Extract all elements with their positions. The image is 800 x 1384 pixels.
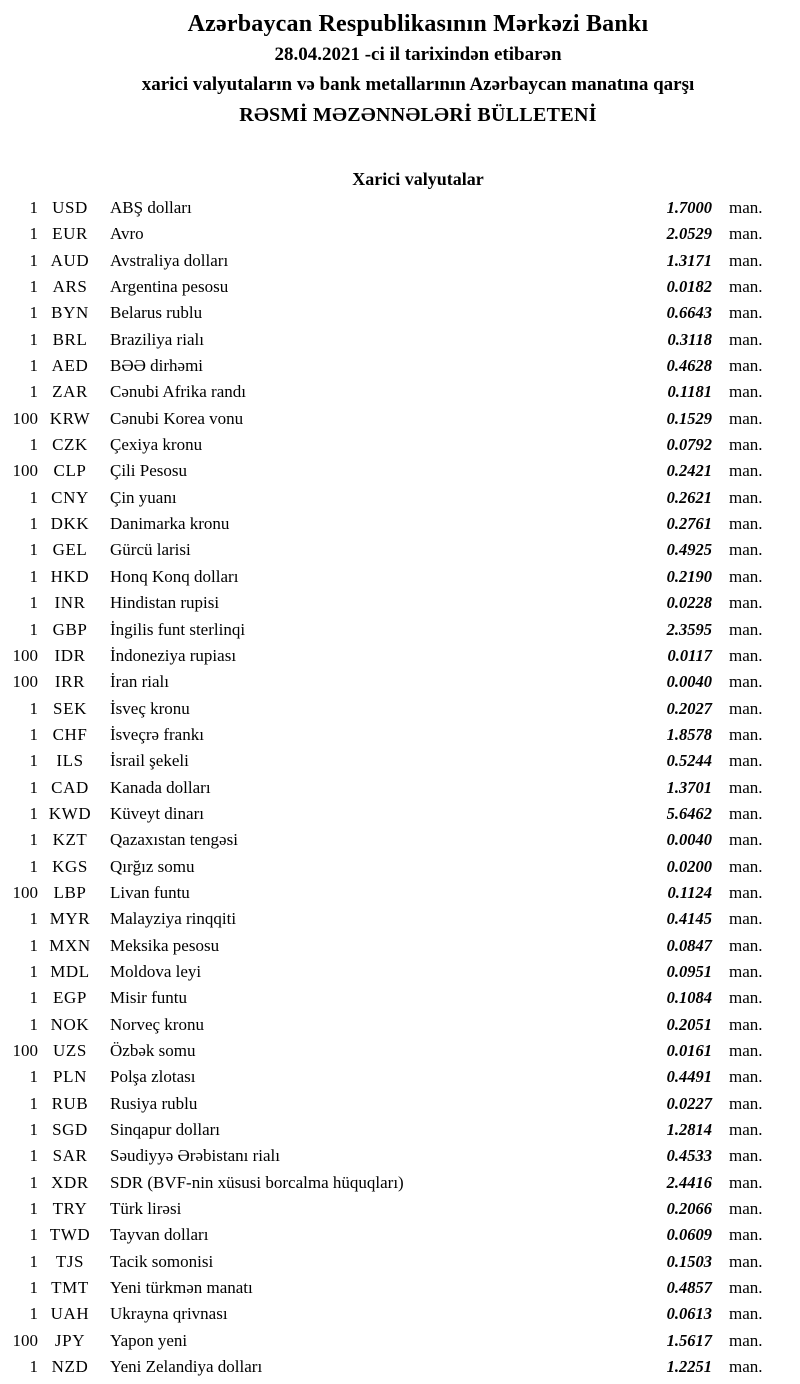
- currency-name: SDR (BVF-nin xüsusi borcalma hüquqları): [110, 1172, 404, 1192]
- quantity: 1: [29, 803, 38, 823]
- currency-code: IRR: [54, 672, 86, 692]
- rate-value: 0.0613: [666, 1304, 712, 1324]
- currency-name: Avro: [110, 224, 144, 244]
- unit-label: man.: [729, 382, 763, 402]
- currency-code: USD: [52, 198, 88, 217]
- quantity: 1: [29, 356, 38, 376]
- quantity: 100: [12, 1330, 38, 1350]
- currency-name: Cənubi Afrika randı: [110, 382, 246, 402]
- rate-row: [0, 432, 800, 458]
- unit-label: man.: [729, 988, 763, 1008]
- rate-value: 0.0951: [666, 961, 712, 981]
- rate-value: 0.0161: [666, 1041, 712, 1060]
- rate-value: 1.2251: [666, 1357, 712, 1377]
- currency-name: Tacik somonisi: [110, 1251, 214, 1271]
- unit-label: man.: [729, 408, 763, 428]
- currency-code: NOK: [50, 1014, 90, 1034]
- quantity: 1: [29, 540, 38, 560]
- rate-row: [0, 1328, 800, 1354]
- quantity: 1: [29, 961, 38, 981]
- rate-value: 0.1124: [667, 882, 712, 902]
- rate-value: 1.7000: [666, 198, 712, 217]
- rate-row: [0, 696, 800, 722]
- rate-row: [0, 590, 800, 616]
- quantity: 1: [29, 856, 38, 876]
- rate-value: 1.5617: [666, 1330, 712, 1350]
- rate-value: 0.0182: [666, 277, 712, 297]
- rate-row: [0, 933, 800, 959]
- currency-name: Livan funtu: [110, 882, 190, 902]
- quantity: 1: [29, 698, 38, 718]
- rate-row: [0, 1117, 800, 1143]
- rate-value: 0.2761: [666, 514, 712, 534]
- subtitle-line: xarici valyutaların və bank metallarının Azərbaycan manatına qarşı: [141, 74, 695, 95]
- unit-label: man.: [729, 593, 763, 613]
- quantity: 1: [29, 250, 38, 270]
- rate-value: 0.2027: [666, 698, 712, 718]
- quantity: 1: [29, 935, 38, 955]
- quantity: 1: [29, 830, 38, 850]
- unit-label: man.: [729, 1225, 763, 1245]
- rate-value: 0.4145: [666, 909, 712, 929]
- rate-value: 0.5244: [666, 751, 712, 771]
- currency-name: Meksika pesosu: [110, 935, 220, 955]
- rate-value: 0.2621: [666, 487, 712, 507]
- rate-row: [0, 1091, 800, 1117]
- unit-label: man.: [729, 882, 763, 902]
- currency-code: KGS: [52, 856, 88, 876]
- quantity: 1: [29, 1251, 38, 1271]
- rate-value: 0.0792: [666, 435, 712, 455]
- currency-code: KRW: [49, 408, 91, 428]
- unit-label: man.: [729, 830, 763, 850]
- currency-code: CHF: [52, 724, 88, 744]
- rate-row: [0, 643, 800, 669]
- currency-name: Çexiya kronu: [110, 435, 203, 455]
- quantity: 1: [29, 1225, 38, 1245]
- rate-value: 0.3118: [667, 329, 712, 349]
- rate-row: [0, 1143, 800, 1169]
- currency-code: UZS: [53, 1041, 87, 1060]
- effective-date-line: 28.04.2021 -ci il tarixindən etibarən: [274, 44, 562, 65]
- quantity: 1: [29, 619, 38, 639]
- unit-label: man.: [729, 619, 763, 639]
- currency-code: GBP: [52, 619, 88, 639]
- section-title-foreign-currencies: Xarici valyutalar: [352, 169, 484, 189]
- bank-title: Azərbaycan Respublikasının Mərkəzi Bankı: [187, 11, 649, 37]
- rate-row: [0, 1170, 800, 1196]
- currency-name: İsrail şekeli: [110, 751, 189, 771]
- currency-name: Rusiya rublu: [110, 1093, 198, 1113]
- unit-label: man.: [729, 277, 763, 297]
- rate-value: 0.0117: [667, 645, 712, 665]
- currency-name: Argentina pesosu: [110, 277, 229, 297]
- unit-label: man.: [729, 435, 763, 455]
- quantity: 1: [29, 329, 38, 349]
- unit-label: man.: [729, 856, 763, 876]
- rate-value: 0.4491: [666, 1067, 712, 1087]
- rate-value: 0.1084: [666, 988, 712, 1008]
- rate-row: [0, 1038, 800, 1064]
- unit-label: man.: [729, 303, 763, 323]
- currency-code: SEK: [53, 698, 87, 718]
- rate-row: [0, 854, 800, 880]
- currency-code: CNY: [51, 487, 89, 507]
- unit-label: man.: [729, 514, 763, 534]
- rate-row: [0, 959, 800, 985]
- rate-row: [0, 511, 800, 537]
- rate-row: [0, 564, 800, 590]
- currency-name: Avstraliya dolları: [110, 250, 229, 270]
- unit-label: man.: [729, 1357, 763, 1377]
- rate-value: 0.2051: [666, 1014, 712, 1034]
- currency-name: İngilis funt sterlinqi: [110, 619, 246, 639]
- currency-code: ILS: [56, 751, 84, 771]
- rate-row: [0, 906, 800, 932]
- rate-row: [0, 985, 800, 1011]
- quantity: 1: [29, 1120, 38, 1140]
- currency-code: MXN: [49, 935, 91, 955]
- unit-label: man.: [729, 1067, 763, 1087]
- quantity: 1: [29, 1146, 38, 1166]
- rate-value: 1.2814: [666, 1120, 712, 1140]
- currency-name: Malayziya rinqqiti: [110, 909, 237, 929]
- unit-label: man.: [729, 803, 763, 823]
- unit-label: man.: [729, 1146, 763, 1166]
- unit-label: man.: [729, 487, 763, 507]
- currency-name: İran rialı: [110, 672, 169, 692]
- rate-row: [0, 801, 800, 827]
- unit-label: man.: [729, 329, 763, 349]
- unit-label: man.: [729, 1251, 763, 1271]
- currency-name: Honq Konq dolları: [110, 566, 239, 586]
- rate-row: [0, 1222, 800, 1248]
- unit-label: man.: [729, 961, 763, 981]
- currency-name: Yeni Zelandiya dolları: [110, 1357, 263, 1377]
- unit-label: man.: [729, 1041, 763, 1060]
- rate-value: 1.8578: [666, 724, 712, 744]
- rate-row: [0, 1354, 800, 1380]
- rate-row: [0, 300, 800, 326]
- quantity: 1: [29, 751, 38, 771]
- quantity: 1: [29, 724, 38, 744]
- currency-code: EUR: [52, 224, 88, 244]
- currency-name: Sinqapur dolları: [110, 1120, 221, 1140]
- currency-code: NZD: [51, 1357, 89, 1377]
- rate-row: [0, 880, 800, 906]
- unit-label: man.: [729, 1330, 763, 1350]
- rate-value: 0.0040: [666, 830, 712, 850]
- quantity: 100: [12, 882, 38, 902]
- rate-row: [0, 327, 800, 353]
- bulletin-title: RƏSMİ MƏZƏNNƏLƏRİ BÜLLETENİ: [239, 104, 597, 126]
- rate-value: 0.1503: [666, 1251, 712, 1271]
- rate-row: [0, 1249, 800, 1275]
- rate-row: [0, 406, 800, 432]
- unit-label: man.: [729, 698, 763, 718]
- unit-label: man.: [729, 1199, 763, 1219]
- quantity: 1: [29, 1278, 38, 1298]
- rate-value: 0.4533: [666, 1146, 712, 1166]
- currency-name: Yeni türkmən manatı: [110, 1278, 253, 1298]
- unit-label: man.: [729, 909, 763, 929]
- currency-name: Braziliya rialı: [110, 329, 204, 349]
- unit-label: man.: [729, 461, 763, 481]
- rate-row: [0, 221, 800, 247]
- currency-code: SGD: [52, 1120, 88, 1140]
- rate-row: [0, 537, 800, 563]
- quantity: 100: [12, 461, 38, 481]
- currency-name: Cənubi Korea vonu: [110, 408, 244, 428]
- currency-name: İsveçrə frankı: [110, 724, 204, 744]
- unit-label: man.: [729, 935, 763, 955]
- unit-label: man.: [729, 751, 763, 771]
- currency-name: BƏƏ dirhəmi: [110, 356, 204, 376]
- currency-code: LBP: [53, 882, 87, 902]
- quantity: 1: [29, 909, 38, 929]
- currency-code: MDL: [50, 961, 90, 981]
- rate-value: 0.6643: [666, 303, 712, 323]
- unit-label: man.: [729, 356, 763, 376]
- unit-label: man.: [729, 777, 763, 797]
- rate-row: [0, 827, 800, 853]
- rate-row: [0, 1301, 800, 1327]
- currency-code: ARS: [52, 277, 88, 297]
- unit-label: man.: [729, 672, 763, 692]
- currency-name: Belarus rublu: [110, 303, 203, 323]
- quantity: 1: [29, 277, 38, 297]
- quantity: 1: [29, 1014, 38, 1034]
- unit-label: man.: [729, 566, 763, 586]
- rate-row: [0, 248, 800, 274]
- rate-value: 0.4857: [666, 1278, 712, 1298]
- quantity: 1: [29, 198, 38, 217]
- quantity: 1: [29, 1199, 38, 1219]
- rate-value: 0.2066: [666, 1199, 712, 1219]
- rate-value: 0.0227: [666, 1093, 712, 1113]
- quantity: 1: [29, 988, 38, 1008]
- quantity: 100: [12, 408, 38, 428]
- currency-code: ZAR: [52, 382, 88, 402]
- quantity: 1: [29, 777, 38, 797]
- currency-code: SAR: [52, 1146, 88, 1166]
- rate-row: [0, 617, 800, 643]
- quantity: 1: [29, 514, 38, 534]
- currency-code: KWD: [48, 803, 92, 823]
- rate-row: [0, 458, 800, 484]
- quantity: 100: [12, 1041, 38, 1060]
- unit-label: man.: [729, 198, 763, 217]
- currency-code: IDR: [54, 645, 86, 665]
- currency-name: İndoneziya rupiası: [110, 645, 237, 665]
- rate-row: [0, 1064, 800, 1090]
- rate-row: [0, 379, 800, 405]
- quantity: 1: [29, 1304, 38, 1324]
- currency-name: Çili Pesosu: [110, 461, 187, 481]
- unit-label: man.: [729, 1278, 763, 1298]
- unit-label: man.: [729, 1014, 763, 1034]
- rate-value: 1.3171: [666, 250, 712, 270]
- rate-value: 0.1181: [667, 382, 712, 402]
- currency-code: TJS: [55, 1251, 85, 1271]
- currency-code: RUB: [51, 1093, 89, 1113]
- quantity: 1: [29, 224, 38, 244]
- currency-name: Küveyt dinarı: [110, 803, 204, 823]
- currency-name: Çin yuanı: [110, 487, 177, 507]
- quantity: 1: [29, 1067, 38, 1087]
- rates-table: [0, 195, 800, 1380]
- quantity: 1: [29, 487, 38, 507]
- currency-code: CZK: [52, 435, 88, 455]
- currency-code: CLP: [53, 461, 87, 481]
- rate-row: [0, 1012, 800, 1038]
- rate-value: 0.0847: [666, 935, 712, 955]
- quantity: 1: [29, 1093, 38, 1113]
- quantity: 100: [12, 645, 38, 665]
- quantity: 1: [29, 593, 38, 613]
- currency-code: DKK: [50, 514, 90, 534]
- currency-code: JPY: [54, 1330, 86, 1350]
- currency-code: BYN: [51, 303, 89, 323]
- currency-name: Hindistan rupisi: [110, 593, 220, 613]
- rate-row: [0, 195, 800, 221]
- unit-label: man.: [729, 645, 763, 665]
- rate-value: 0.1529: [666, 408, 712, 428]
- bulletin-header: [0, 0, 800, 130]
- currency-name: Türk lirəsi: [110, 1199, 182, 1219]
- currency-code: TMT: [51, 1278, 89, 1298]
- currency-name: Gürcü larisi: [110, 540, 191, 560]
- currency-name: ABŞ dolları: [110, 198, 192, 217]
- currency-name: Moldova leyi: [110, 961, 202, 981]
- unit-label: man.: [729, 1093, 763, 1113]
- unit-label: man.: [729, 250, 763, 270]
- rate-value: 0.0040: [666, 672, 712, 692]
- currency-code: AUD: [50, 250, 90, 270]
- currency-name: Norveç kronu: [110, 1014, 204, 1034]
- currency-name: Qazaxıstan tengəsi: [110, 830, 238, 850]
- currency-code: KZT: [52, 830, 88, 850]
- unit-label: man.: [729, 1304, 763, 1324]
- currency-code: CAD: [51, 777, 89, 797]
- currency-name: Misir funtu: [110, 988, 187, 1008]
- currency-code: AED: [51, 356, 89, 376]
- rate-value: 0.4925: [666, 540, 712, 560]
- currency-name: Danimarka kronu: [110, 514, 230, 534]
- currency-name: Özbək somu: [110, 1041, 196, 1060]
- unit-label: man.: [729, 724, 763, 744]
- currency-code: TRY: [52, 1199, 88, 1219]
- unit-label: man.: [729, 224, 763, 244]
- unit-label: man.: [729, 1172, 763, 1192]
- currency-code: EGP: [53, 988, 87, 1008]
- currency-name: Kanada dolları: [110, 777, 211, 797]
- quantity: 100: [12, 672, 38, 692]
- currency-name: Tayvan dolları: [110, 1225, 209, 1245]
- currency-name: Polşa zlotası: [110, 1067, 196, 1087]
- rate-row: [0, 274, 800, 300]
- currency-name: Ukrayna qrivnası: [110, 1304, 228, 1324]
- rate-value: 1.3701: [666, 777, 712, 797]
- currency-name: Yapon yeni: [110, 1330, 188, 1350]
- rate-value: 0.0228: [666, 593, 712, 613]
- rate-value: 0.2421: [666, 461, 712, 481]
- currency-code: UAH: [50, 1304, 90, 1324]
- unit-label: man.: [729, 540, 763, 560]
- rate-value: 0.4628: [666, 356, 712, 376]
- unit-label: man.: [729, 1120, 763, 1140]
- currency-name: İsveç kronu: [110, 698, 190, 718]
- currency-code: INR: [54, 593, 86, 613]
- quantity: 1: [29, 566, 38, 586]
- rate-value: 0.0200: [666, 856, 712, 876]
- rate-row: [0, 1196, 800, 1222]
- rate-row: [0, 722, 800, 748]
- rate-value: 0.0609: [666, 1225, 712, 1245]
- rate-row: [0, 775, 800, 801]
- currency-code: HKD: [50, 566, 90, 586]
- rate-row: [0, 1275, 800, 1301]
- currency-code: MYR: [49, 909, 91, 929]
- currency-code: TWD: [49, 1225, 91, 1245]
- currency-code: GEL: [52, 540, 88, 560]
- rate-value: 0.2190: [666, 566, 712, 586]
- rate-value: 2.3595: [666, 619, 712, 639]
- currency-code: XDR: [51, 1172, 89, 1192]
- rate-row: [0, 485, 800, 511]
- rate-row: [0, 669, 800, 695]
- rate-row: [0, 748, 800, 774]
- currency-name: Səudiyyə Ərəbistanı rialı: [110, 1146, 280, 1166]
- quantity: 1: [29, 382, 38, 402]
- rate-value: 2.0529: [666, 224, 712, 244]
- quantity: 1: [29, 1357, 38, 1377]
- currency-code: BRL: [52, 329, 88, 349]
- rate-value: 2.4416: [666, 1172, 712, 1192]
- quantity: 1: [29, 1172, 38, 1192]
- rate-row: [0, 353, 800, 379]
- rate-value: 5.6462: [666, 803, 712, 823]
- quantity: 1: [29, 303, 38, 323]
- quantity: 1: [29, 435, 38, 455]
- currency-code: PLN: [53, 1067, 87, 1087]
- currency-name: Qırğız somu: [110, 856, 195, 876]
